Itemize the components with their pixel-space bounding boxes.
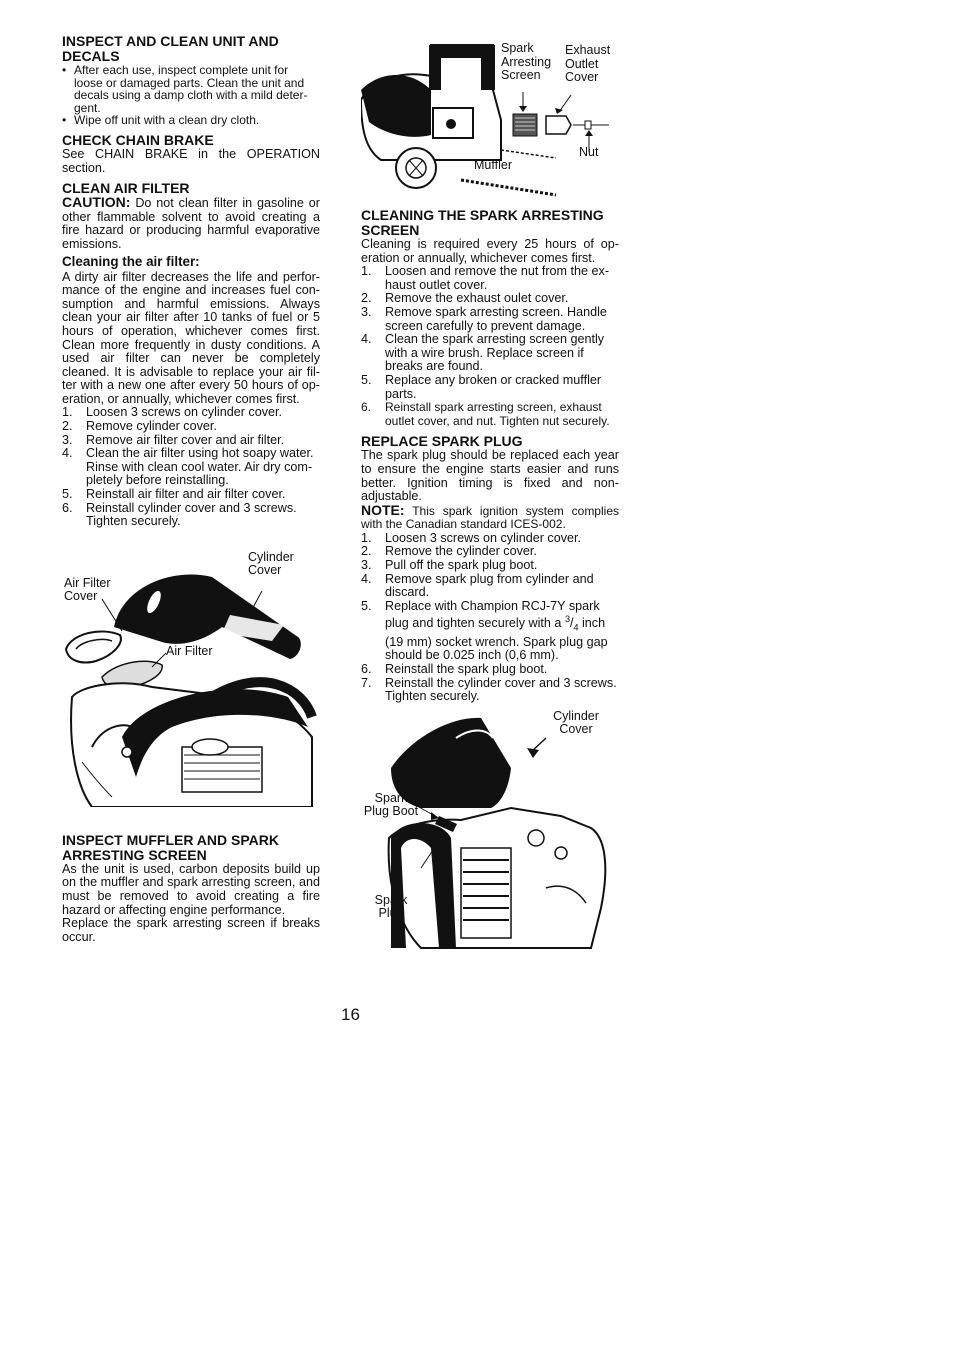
spark-plug-figure — [361, 708, 619, 958]
muffler-label: Muffler — [474, 158, 512, 172]
spark-plug-steps — [361, 532, 619, 704]
bullet-item: • After each use, inspect complete unit for loose or damaged parts. Clean the unit and decals using a damp cloth with a mild detergent. — [62, 64, 320, 114]
chain-brake-heading: CHECK CHAIN BRAKE — [62, 131, 214, 148]
muffler-paragraph-2: Replace the spark arresting screen if breaks occur. — [62, 916, 320, 944]
muffler-figure — [361, 40, 619, 200]
air-filter-label: Air Filter — [166, 643, 213, 658]
inspect-clean-heading: INSPECT AND CLEAN UNIT AND DECALS — [62, 33, 279, 64]
air-filter-heading: CLEAN AIR FILTER — [62, 180, 190, 197]
cleaning-screen-text: Cleaning is required every 25 hours of operation or annually, whichever comes first. — [361, 237, 619, 265]
note-text: This spark ignition system complies with the Canadian standard ICES-002. — [361, 503, 619, 532]
cleaning-screen-heading: CLEANING THE SPARK ARRESTING SCREEN — [361, 207, 604, 238]
list-item: 4. Remove spark plug from cylinder and discard. — [361, 571, 594, 600]
list-item: 2. Remove the cylinder cover. — [361, 544, 537, 559]
list-item: 5. Replace with Champion RCJ-7Y spark plug and tighten securely with a $^3/_4$ inch (19 mm) socket wrench. Spark plug gap should be 0.025 inch (0,6 mm). — [361, 598, 608, 663]
spark-plug-label: Spark Plug — [374, 892, 408, 921]
cleaning-air-filter-subheading: Cleaning the air filter: — [62, 253, 200, 269]
left-column — [62, 34, 320, 944]
caution-text: Do not clean filter in gasoline or other flammable solvent to avoid creating a fire hazard or producing harmful evaporative emissions. — [62, 196, 320, 251]
list-item: 1. Loosen 3 screws on cylinder cover. — [361, 530, 582, 545]
spark-plug-text: The spark plug should be replaced each year to ensure the engine starts easier and runs better. Ignition timing is fixed and nonadjustable. — [361, 448, 619, 504]
air-filter-steps — [62, 406, 320, 528]
cylinder-cover-label: Cylinder Cover — [248, 549, 294, 578]
air-filter-figure — [62, 547, 320, 807]
caution-paragraph — [62, 196, 320, 251]
list-item: 1. Loosen 3 screws on cylinder cover. — [62, 405, 283, 420]
bullet-item: • Wipe off unit with a clean dry cloth. — [62, 114, 320, 127]
cleaning-screen-steps — [361, 265, 619, 428]
list-item: 6. Reinstall the spark plug boot. — [361, 661, 548, 676]
inspect-clean-bullets — [62, 64, 320, 127]
list-item: 2. Remove cylinder cover. — [62, 419, 217, 434]
spark-screen-label: Spark Arresting Screen — [501, 41, 552, 82]
exhaust-cover-label: Exhaust Outlet Cover — [565, 43, 611, 84]
list-item: 7. Reinstall the cylinder cover and 3 screws. Tighten securely. — [361, 675, 617, 704]
spark-plug-boot-label: Spark Plug Boot — [363, 790, 419, 819]
nut-label: Nut — [579, 145, 599, 159]
page-number: 16 — [341, 1005, 360, 1024]
list-item: 3. Pull off the spark plug boot. — [361, 558, 538, 573]
list-item: 6. Reinstall cylinder cover and 3 screws. Tighten securely. — [62, 500, 297, 529]
replace-spark-plug-heading: REPLACE SPARK PLUG — [361, 433, 523, 450]
list-item: 5. Reinstall air filter and air filter cover. — [62, 487, 286, 502]
muffler-paragraph-1: As the unit is used, carbon deposits build up on the muffler and spark arresting screen, and must be removed to avoid creating a fire hazard or affecting engine performance. — [62, 861, 320, 917]
caution-label: CAUTION: — [62, 194, 131, 211]
list-item: 4. Clean the air filter using hot soapy water. Rinse with clean cool water. Air dry completely before reinstalling. — [62, 446, 314, 488]
list-item: 5. Replace any broken or cracked muffler parts. — [361, 372, 602, 401]
list-item: 4. Clean the spark arresting screen gently with a wire brush. Replace screen if breaks are found. — [361, 332, 605, 374]
list-item: 6. Reinstall spark arresting screen, exhaust outlet cover, and nut. Tighten nut securely. — [361, 400, 610, 428]
list-item: 3. Remove air filter cover and air filter. — [62, 432, 285, 447]
right-column — [361, 34, 619, 958]
note-paragraph — [361, 501, 619, 532]
list-item: 3. Remove spark arresting screen. Handle screen carefully to prevent damage. — [361, 304, 607, 333]
air-filter-cover-label: Air Filter Cover — [64, 575, 111, 604]
list-item: 1. Loosen and remove the nut from the exhaust outlet cover. — [361, 264, 610, 292]
note-label: NOTE: — [361, 501, 405, 518]
chain-brake-text: See CHAIN BRAKE in the OPERATION section. — [62, 146, 320, 175]
air-filter-paragraph: A dirty air filter decreases the life and performance of the engine and increases fuel consumption and harmful emissions. Always clean your air filter after 10 tanks of fuel or 5 hours of operation, whichever comes first. Clean more frequently in dusty conditions. A used air filter can never be completely cleaned. It is advisable to replace your air filter with a new one after every 50 hours of operation, or annually, whichever comes first. — [62, 269, 320, 406]
cylinder-cover-label: Cylinder Cover — [553, 708, 599, 737]
list-item: 2. Remove the exhaust oulet cover. — [361, 291, 569, 306]
inspect-muffler-heading: INSPECT MUFFLER AND SPARK ARRESTING SCREEN — [62, 831, 279, 863]
